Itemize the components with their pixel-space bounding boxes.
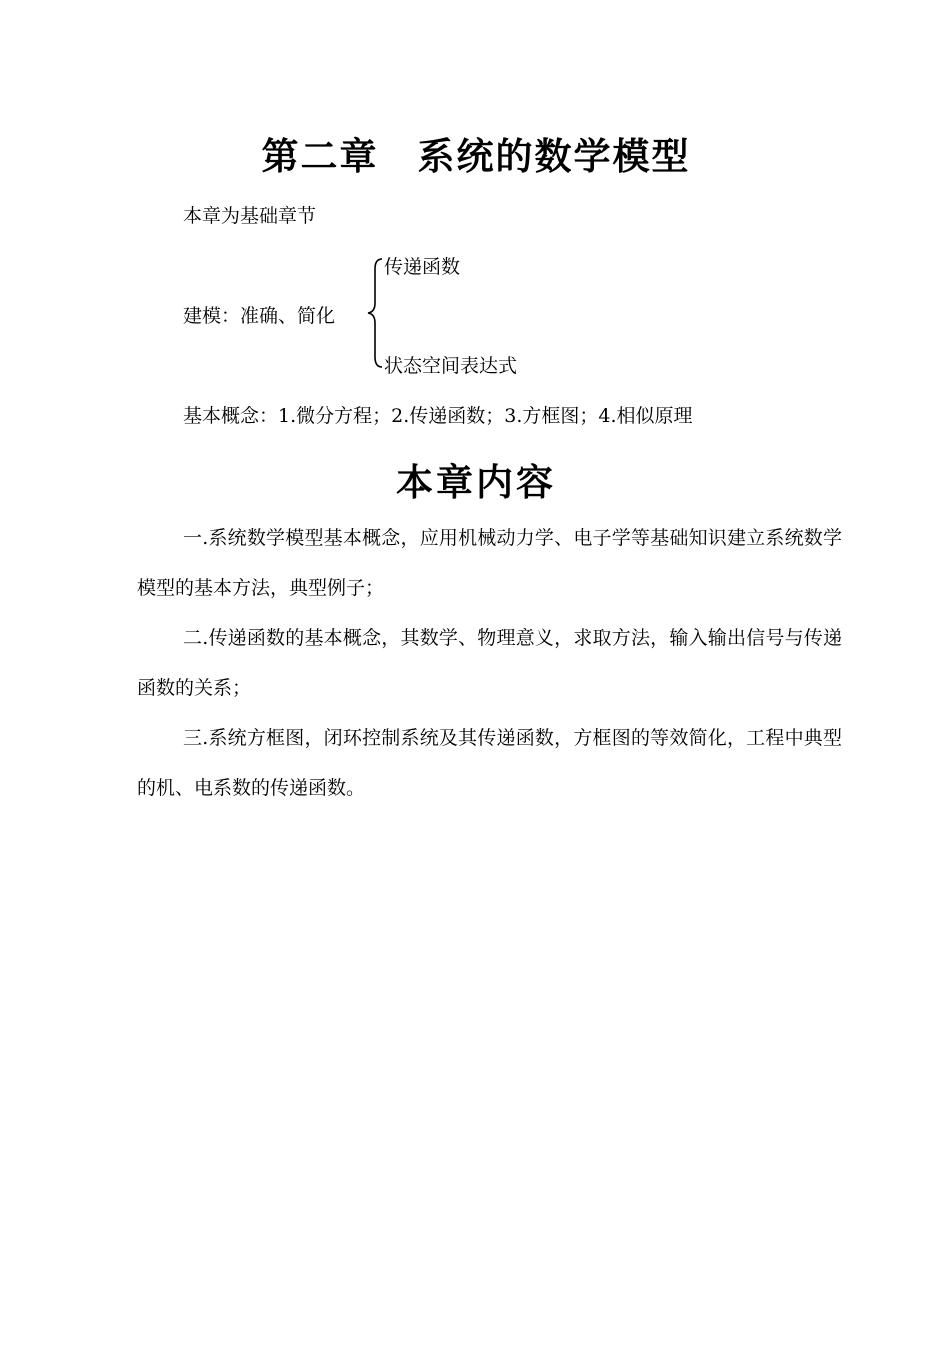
chapter-title: 第二章 系统的数学模型 xyxy=(261,134,691,178)
content-paragraph-1: 一.系统数学模型基本概念，应用机械动力学、电子学等基础知识建立系统数学模型的基本方法，典型例子； xyxy=(137,527,842,599)
chapter-intro: 本章为基础章节 xyxy=(183,205,317,227)
content-paragraph-2: 二.传递函数的基本概念，其数学、物理意义，求取方法，输入输出信号与传递函数的关系； xyxy=(137,627,842,699)
content-paragraph-3: 三.系统方框图，闭环控制系统及其传递函数，方框图的等效简化，工程中典型的机、电系数的传递函数。 xyxy=(137,727,842,799)
curly-brace-icon xyxy=(364,257,386,369)
content-title: 本章内容 xyxy=(396,460,556,504)
branch-state-space: 状态空间表达式 xyxy=(384,355,518,377)
basic-concepts: 基本概念：1.微分方程；2.传递函数；3.方框图；4.相似原理 xyxy=(183,405,693,427)
branch-transfer-function: 传递函数 xyxy=(384,256,461,278)
modeling-label: 建模：准确、简化 xyxy=(183,305,336,327)
